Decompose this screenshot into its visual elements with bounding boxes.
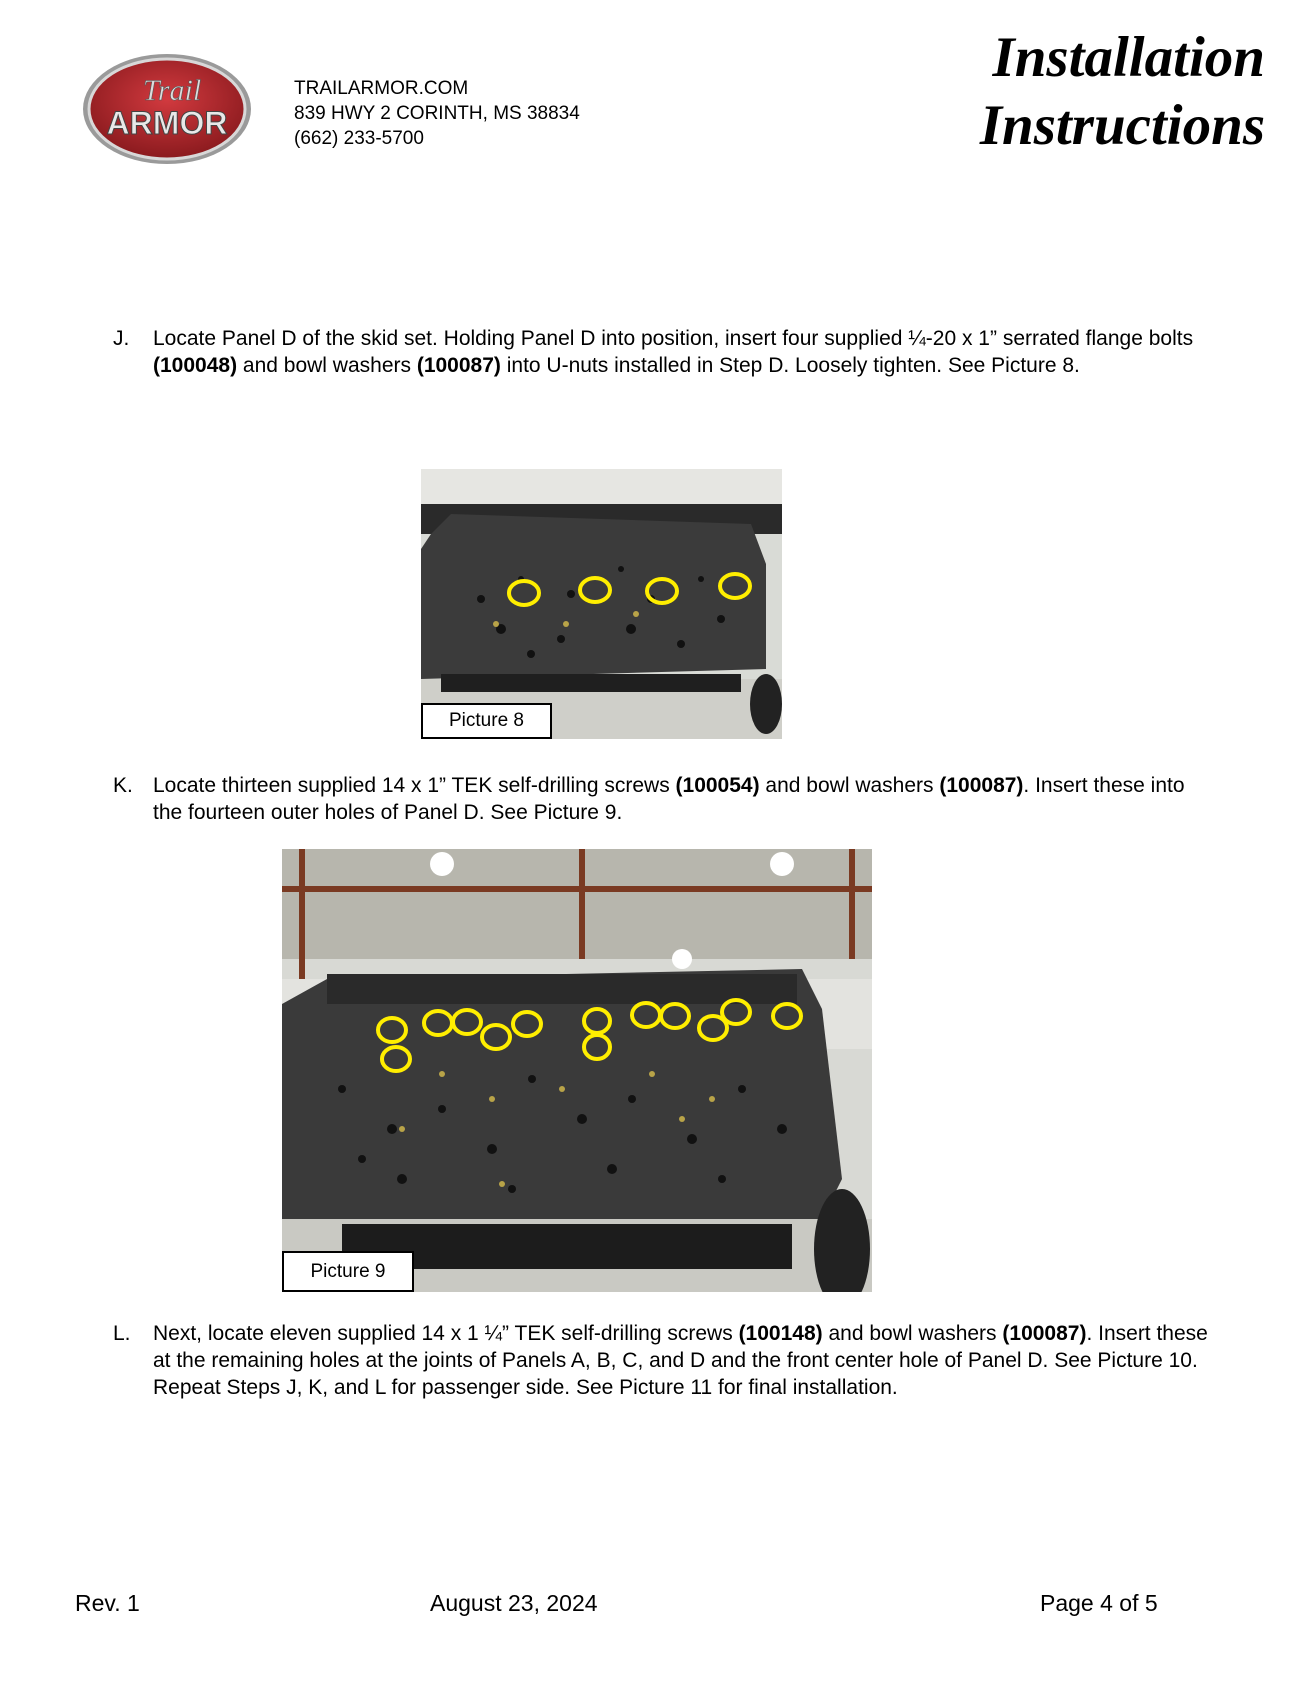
step-letter: K. (113, 774, 133, 797)
step-letter: L. (113, 1322, 131, 1345)
trail-armor-logo (80, 50, 255, 168)
step-j (113, 325, 1213, 379)
picture-9 (282, 849, 872, 1292)
company-address: 839 HWY 2 CORINTH, MS 38834 (294, 103, 580, 124)
step-text: Locate thirteen supplied 14 x 1” TEK self-drilling screws (100054) and bowl washers (100087). Insert these into the fourteen outer holes of Panel D. See Picture 9. (153, 774, 1185, 824)
step-l (113, 1320, 1213, 1401)
title-line-1: Installation (992, 26, 1265, 89)
picture-8 (421, 469, 782, 739)
step-k (113, 772, 1213, 826)
document-title (980, 24, 1265, 160)
logo-text-top: Trail (142, 74, 202, 107)
picture-9-caption: Picture 9 (282, 1251, 414, 1292)
step-letter: J. (113, 327, 130, 350)
company-website: TRAILARMOR.COM (294, 78, 469, 99)
step-text: Next, locate eleven supplied 14 x 1 ¼” TEK self-drilling screws (100148) and bowl washers (100087). Insert these at the remaining holes at the joints of Panels A, B, C, and D and the front center hole of Panel D. See Picture 10. Repeat Steps J, K, and L for passenger side. See Picture 11 for final installation. (153, 1322, 1208, 1399)
picture-8-caption: Picture 8 (421, 703, 552, 739)
title-line-2: Instructions (979, 94, 1265, 157)
step-text: Locate Panel D of the skid set. Holding Panel D into position, insert four supplied ¼-20 x 1” serrated flange bolts (100048) and bowl washers (100087) into U-nuts installed in Step D. Loosely tighten. See Picture 8. (153, 327, 1194, 377)
footer-date: August 23, 2024 (430, 1590, 598, 1616)
footer-revision: Rev. 1 (75, 1590, 140, 1616)
company-phone: (662) 233-5700 (294, 128, 424, 149)
company-info (294, 76, 580, 151)
logo-text-bottom: ARMOR (106, 105, 228, 141)
footer-page-number: Page 4 of 5 (1040, 1590, 1158, 1616)
